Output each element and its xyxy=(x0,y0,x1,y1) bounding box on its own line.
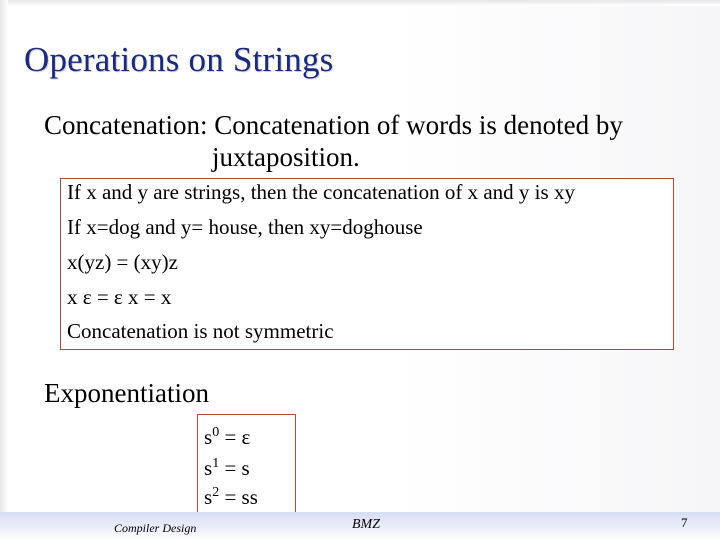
concatenation-heading-continued: juxtaposition. xyxy=(212,142,360,172)
concatenation-line-1: If x and y are strings, then the concatenation of x and y is xy xyxy=(67,180,575,204)
exponent-result: = ss xyxy=(219,485,258,509)
exponent-line-0 xyxy=(204,425,250,450)
exponent-base: s xyxy=(204,456,213,480)
left-shade xyxy=(0,0,8,540)
concatenation-heading: Concatenation: Concatenation of words is denoted by xyxy=(44,110,623,140)
concatenation-line-3: x(yz) = (xy)z xyxy=(67,250,178,274)
exponent-power: 1 xyxy=(212,456,220,471)
exponentiation-heading: Exponentiation xyxy=(44,378,209,408)
page-number: 7 xyxy=(681,515,688,530)
footer-course-name: Compiler Design xyxy=(114,521,197,535)
concatenation-box xyxy=(60,178,674,350)
exponent-base: s xyxy=(204,485,213,509)
concatenation-line-5: Concatenation is not symmetric xyxy=(67,319,334,343)
exponent-result: = ε xyxy=(219,425,251,449)
exponent-power: 0 xyxy=(212,425,220,440)
exponent-line-2 xyxy=(204,485,258,510)
exponentiation-box xyxy=(197,414,296,516)
top-shade xyxy=(0,0,720,6)
footer-author: BMZ xyxy=(352,517,380,532)
slide-title: Operations on Strings xyxy=(24,40,334,79)
exponent-power: 2 xyxy=(212,485,220,500)
exponent-base: s xyxy=(204,425,213,449)
exponent-line-1 xyxy=(204,456,250,481)
concatenation-line-2: If x=dog and y= house, then xy=doghouse xyxy=(67,215,423,239)
exponent-result: = s xyxy=(219,456,250,480)
concatenation-line-4: x ε = ε x = x xyxy=(67,285,172,309)
